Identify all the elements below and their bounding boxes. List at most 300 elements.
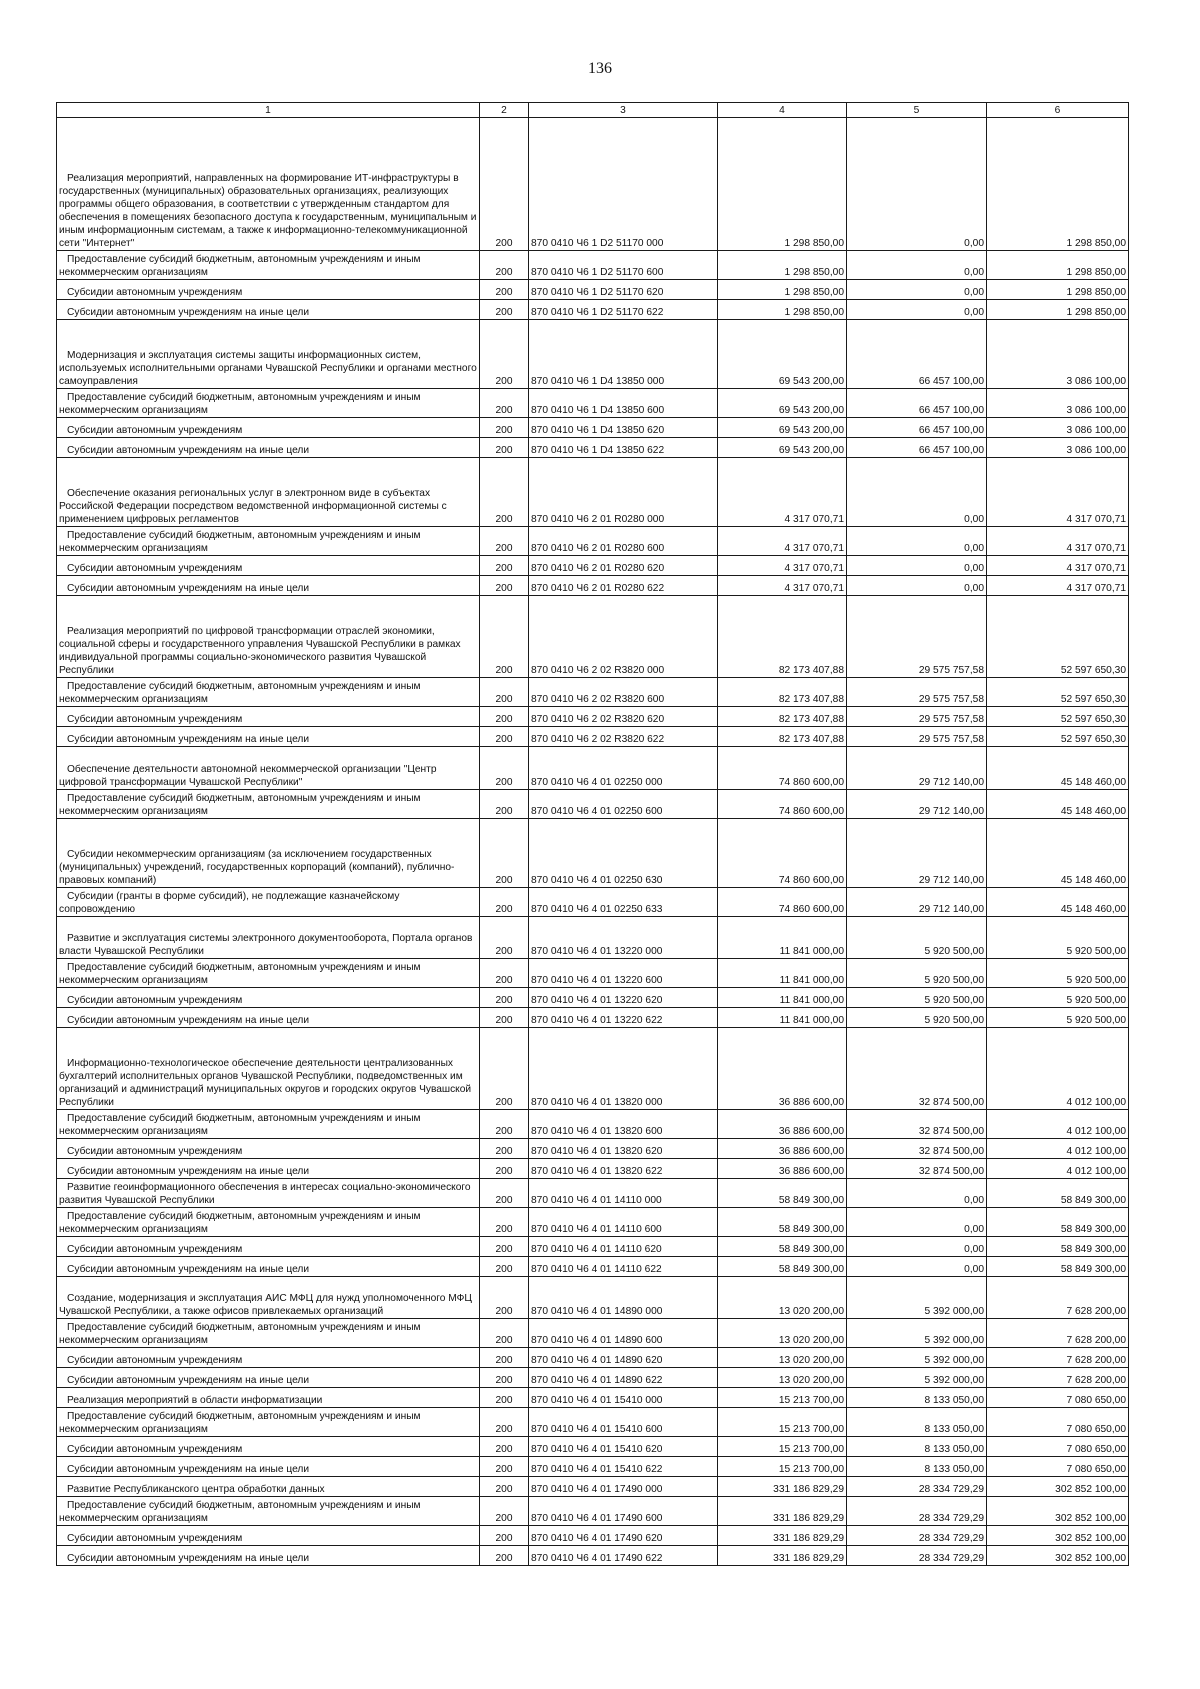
row-name-text: Предоставление субсидий бюджетным, автономным учреждениям и иным некоммерческим организациям	[59, 1411, 421, 1435]
row-name-cell	[57, 678, 480, 707]
row-amount-total-cell: 331 186 829,29	[718, 1546, 847, 1566]
row-name-text: Предоставление субсидий бюджетным, автономным учреждениям и иным некоммерческим организациям	[59, 962, 421, 986]
row-amount-col6-cell: 58 849 300,00	[987, 1179, 1129, 1208]
row-name-cell	[57, 1008, 480, 1028]
row-name-text: Субсидии автономным учреждениям	[67, 714, 243, 725]
row-line-code-cell: 200	[480, 1179, 529, 1208]
row-name-text: Субсидии автономным учреждениям	[67, 1533, 243, 1544]
row-budget-code-cell: 870 0410 Ч6 4 01 15410 600	[529, 1408, 718, 1437]
row-name-text: Субсидии автономным учреждениям на иные цели	[67, 1375, 310, 1386]
row-line-code-cell: 200	[480, 1388, 529, 1408]
row-amount-col5-cell: 8 133 050,00	[847, 1457, 987, 1477]
row-budget-code-cell: 870 0410 Ч6 4 01 13820 620	[529, 1139, 718, 1159]
row-name-text: Предоставление субсидий бюджетным, автономным учреждениям и иным некоммерческим организациям	[59, 392, 421, 416]
row-budget-code-cell: 870 0410 Ч6 1 D4 13850 620	[529, 418, 718, 438]
row-amount-col5-cell: 29 712 140,00	[847, 747, 987, 790]
row-budget-code-cell: 870 0410 Ч6 4 01 14110 000	[529, 1179, 718, 1208]
row-amount-col5-cell: 32 874 500,00	[847, 1139, 987, 1159]
row-name-cell	[57, 389, 480, 418]
table-row	[57, 1028, 1129, 1110]
row-line-code-cell: 200	[480, 556, 529, 576]
table-row	[57, 727, 1129, 747]
table-row	[57, 917, 1129, 959]
row-name-text: Предоставление субсидий бюджетным, автономным учреждениям и иным некоммерческим организациям	[59, 1500, 421, 1524]
row-name-cell	[57, 819, 480, 888]
row-amount-total-cell: 1 298 850,00	[718, 280, 847, 300]
row-amount-col5-cell: 28 334 729,29	[847, 1497, 987, 1526]
row-line-code-cell: 200	[480, 118, 529, 251]
row-amount-col5-cell: 0,00	[847, 1257, 987, 1277]
row-budget-code-cell: 870 0410 Ч6 2 01 R0280 622	[529, 576, 718, 596]
row-name-cell	[57, 1526, 480, 1546]
row-amount-total-cell: 74 860 600,00	[718, 819, 847, 888]
row-amount-col6-cell: 5 920 500,00	[987, 988, 1129, 1008]
table-row	[57, 1110, 1129, 1139]
row-name-text: Субсидии автономным учреждениям	[67, 1244, 243, 1255]
row-name-text: Субсидии автономным учреждениям на иные цели	[67, 445, 310, 456]
row-amount-total-cell: 82 173 407,88	[718, 707, 847, 727]
row-amount-col5-cell: 66 457 100,00	[847, 438, 987, 458]
row-amount-col5-cell: 32 874 500,00	[847, 1028, 987, 1110]
row-line-code-cell: 200	[480, 576, 529, 596]
row-name-cell	[57, 1237, 480, 1257]
row-line-code-cell: 200	[480, 1319, 529, 1348]
row-amount-col5-cell: 32 874 500,00	[847, 1159, 987, 1179]
row-line-code-cell: 200	[480, 438, 529, 458]
row-line-code-cell: 200	[480, 1526, 529, 1546]
row-name-cell	[57, 1159, 480, 1179]
table-row	[57, 458, 1129, 527]
row-budget-code-cell: 870 0410 Ч6 1 D4 13850 622	[529, 438, 718, 458]
row-amount-total-cell: 331 186 829,29	[718, 1477, 847, 1497]
table-row	[57, 1437, 1129, 1457]
row-amount-col5-cell: 5 392 000,00	[847, 1319, 987, 1348]
row-budget-code-cell: 870 0410 Ч6 4 01 17490 600	[529, 1497, 718, 1526]
row-budget-code-cell: 870 0410 Ч6 4 01 15410 620	[529, 1437, 718, 1457]
row-budget-code-cell: 870 0410 Ч6 1 D2 51170 620	[529, 280, 718, 300]
row-name-text: Предоставление субсидий бюджетным, автономным учреждениям и иным некоммерческим организациям	[59, 530, 421, 554]
row-amount-col6-cell: 52 597 650,30	[987, 678, 1129, 707]
row-budget-code-cell: 870 0410 Ч6 2 02 R3820 620	[529, 707, 718, 727]
row-budget-code-cell: 870 0410 Ч6 1 D2 51170 622	[529, 300, 718, 320]
row-amount-col5-cell: 28 334 729,29	[847, 1526, 987, 1546]
row-budget-code-cell: 870 0410 Ч6 4 01 14890 620	[529, 1348, 718, 1368]
row-name-text: Субсидии автономным учреждениям	[67, 1355, 243, 1366]
table-row	[57, 1008, 1129, 1028]
row-amount-total-cell: 69 543 200,00	[718, 320, 847, 389]
row-amount-col6-cell: 5 920 500,00	[987, 959, 1129, 988]
row-amount-col6-cell: 7 080 650,00	[987, 1408, 1129, 1437]
table-row	[57, 1139, 1129, 1159]
row-amount-total-cell: 11 841 000,00	[718, 917, 847, 959]
row-amount-total-cell: 74 860 600,00	[718, 888, 847, 917]
row-line-code-cell: 200	[480, 1408, 529, 1437]
row-amount-col6-cell: 4 012 100,00	[987, 1110, 1129, 1139]
row-name-text: Субсидии автономным учреждениям	[67, 425, 243, 436]
row-amount-total-cell: 331 186 829,29	[718, 1526, 847, 1546]
row-budget-code-cell: 870 0410 Ч6 4 01 13820 000	[529, 1028, 718, 1110]
row-name-cell	[57, 1437, 480, 1457]
row-name-text: Предоставление субсидий бюджетным, автономным учреждениям и иным некоммерческим организациям	[59, 1113, 421, 1137]
row-budget-code-cell: 870 0410 Ч6 4 01 15410 622	[529, 1457, 718, 1477]
row-amount-total-cell: 13 020 200,00	[718, 1368, 847, 1388]
table-row	[57, 1477, 1129, 1497]
table-row	[57, 418, 1129, 438]
row-amount-col6-cell: 4 317 070,71	[987, 527, 1129, 556]
row-amount-total-cell: 69 543 200,00	[718, 389, 847, 418]
row-amount-col6-cell: 4 012 100,00	[987, 1159, 1129, 1179]
row-name-cell	[57, 300, 480, 320]
row-name-text: Субсидии автономным учреждениям	[67, 1444, 243, 1455]
table-header-row	[57, 103, 1129, 118]
row-line-code-cell: 200	[480, 959, 529, 988]
row-amount-col6-cell: 3 086 100,00	[987, 320, 1129, 389]
table-row	[57, 988, 1129, 1008]
row-amount-col6-cell: 7 628 200,00	[987, 1319, 1129, 1348]
row-line-code-cell: 200	[480, 1348, 529, 1368]
row-budget-code-cell: 870 0410 Ч6 2 01 R0280 000	[529, 458, 718, 527]
table-row	[57, 1457, 1129, 1477]
budget-table	[56, 102, 1129, 1566]
row-name-cell	[57, 118, 480, 251]
row-line-code-cell: 200	[480, 1008, 529, 1028]
row-amount-col6-cell: 58 849 300,00	[987, 1208, 1129, 1237]
row-amount-col5-cell: 0,00	[847, 527, 987, 556]
row-amount-total-cell: 11 841 000,00	[718, 1008, 847, 1028]
row-amount-col6-cell: 1 298 850,00	[987, 118, 1129, 251]
table-row	[57, 1408, 1129, 1437]
table-row	[57, 1497, 1129, 1526]
row-name-text: Субсидии автономным учреждениям	[67, 287, 243, 298]
row-amount-col5-cell: 0,00	[847, 556, 987, 576]
row-line-code-cell: 200	[480, 727, 529, 747]
row-budget-code-cell: 870 0410 Ч6 4 01 14110 600	[529, 1208, 718, 1237]
row-amount-col5-cell: 0,00	[847, 1179, 987, 1208]
row-amount-total-cell: 58 849 300,00	[718, 1179, 847, 1208]
row-budget-code-cell: 870 0410 Ч6 2 01 R0280 600	[529, 527, 718, 556]
column-header: 1	[57, 103, 480, 118]
row-amount-total-cell: 1 298 850,00	[718, 251, 847, 280]
row-name-text: Субсидии некоммерческим организациям (за исключением государственных (муниципальных) учреждений, государственных корпораций (компаний), публично-правовых компаний)	[59, 849, 455, 886]
table-row	[57, 1277, 1129, 1319]
row-name-cell	[57, 1408, 480, 1437]
row-name-cell	[57, 280, 480, 300]
row-name-text: Субсидии автономным учреждениям	[67, 563, 243, 574]
row-name-text: Субсидии автономным учреждениям на иные цели	[67, 1464, 310, 1475]
row-name-cell	[57, 1477, 480, 1497]
row-budget-code-cell: 870 0410 Ч6 4 01 13820 622	[529, 1159, 718, 1179]
row-budget-code-cell: 870 0410 Ч6 4 01 15410 000	[529, 1388, 718, 1408]
row-amount-total-cell: 58 849 300,00	[718, 1208, 847, 1237]
row-amount-col6-cell: 4 012 100,00	[987, 1028, 1129, 1110]
row-line-code-cell: 200	[480, 1477, 529, 1497]
row-amount-col5-cell: 5 392 000,00	[847, 1368, 987, 1388]
row-name-cell	[57, 988, 480, 1008]
row-name-text: Субсидии автономным учреждениям	[67, 995, 243, 1006]
row-line-code-cell: 200	[480, 458, 529, 527]
row-amount-total-cell: 4 317 070,71	[718, 556, 847, 576]
row-name-cell	[57, 1110, 480, 1139]
row-name-text: Предоставление субсидий бюджетным, автономным учреждениям и иным некоммерческим организациям	[59, 681, 421, 705]
row-name-cell	[57, 1139, 480, 1159]
table-row	[57, 320, 1129, 389]
table-row	[57, 280, 1129, 300]
row-amount-col6-cell: 302 852 100,00	[987, 1526, 1129, 1546]
row-budget-code-cell: 870 0410 Ч6 4 01 14110 620	[529, 1237, 718, 1257]
row-name-text: Субсидии автономным учреждениям на иные цели	[67, 307, 310, 318]
row-line-code-cell: 200	[480, 819, 529, 888]
row-name-text: Реализация мероприятий по цифровой трансформации отраслей экономики, социальной сферы и государственного управления Чувашской Республики в рамках индивидуальной программы социально-экономического развития Чувашской Республики	[59, 626, 461, 676]
row-amount-col6-cell: 302 852 100,00	[987, 1497, 1129, 1526]
row-amount-total-cell: 1 298 850,00	[718, 118, 847, 251]
row-name-text: Субсидии автономным учреждениям на иные цели	[67, 1553, 310, 1564]
row-name-text: Субсидии автономным учреждениям на иные цели	[67, 1264, 310, 1275]
row-budget-code-cell: 870 0410 Ч6 4 01 02250 630	[529, 819, 718, 888]
table-row	[57, 1179, 1129, 1208]
row-amount-col5-cell: 28 334 729,29	[847, 1477, 987, 1497]
row-name-cell	[57, 458, 480, 527]
row-name-cell	[57, 1348, 480, 1368]
row-budget-code-cell: 870 0410 Ч6 2 02 R3820 622	[529, 727, 718, 747]
row-name-text: Реализация мероприятий в области информатизации	[67, 1395, 323, 1406]
row-amount-col5-cell: 0,00	[847, 458, 987, 527]
column-header: 5	[847, 103, 987, 118]
row-amount-col6-cell: 7 628 200,00	[987, 1348, 1129, 1368]
row-name-text: Субсидии автономным учреждениям на иные цели	[67, 1015, 310, 1026]
row-line-code-cell: 200	[480, 1159, 529, 1179]
row-amount-col6-cell: 7 628 200,00	[987, 1368, 1129, 1388]
row-name-text: Модернизация и эксплуатация системы защиты информационных систем, используемых исполнительными органами Чувашской Республики и органами местного самоуправления	[59, 350, 477, 387]
row-amount-col5-cell: 5 392 000,00	[847, 1277, 987, 1319]
row-name-text: Предоставление субсидий бюджетным, автономным учреждениям и иным некоммерческим организациям	[59, 793, 421, 817]
table-row	[57, 790, 1129, 819]
row-budget-code-cell: 870 0410 Ч6 1 D4 13850 000	[529, 320, 718, 389]
row-line-code-cell: 200	[480, 251, 529, 280]
table-row	[57, 300, 1129, 320]
table-row	[57, 1237, 1129, 1257]
row-amount-total-cell: 82 173 407,88	[718, 727, 847, 747]
row-budget-code-cell: 870 0410 Ч6 4 01 02250 600	[529, 790, 718, 819]
row-amount-col6-cell: 1 298 850,00	[987, 251, 1129, 280]
row-line-code-cell: 200	[480, 1437, 529, 1457]
row-amount-total-cell: 15 213 700,00	[718, 1437, 847, 1457]
row-name-text: Создание, модернизация и эксплуатация АИС МФЦ для нужд уполномоченного МФЦ Чувашской Республики, а также офисов привлекаемых организаций	[59, 1293, 472, 1317]
table-row	[57, 438, 1129, 458]
row-name-cell	[57, 1277, 480, 1319]
row-amount-total-cell: 15 213 700,00	[718, 1457, 847, 1477]
table-row	[57, 1159, 1129, 1179]
table-row	[57, 1388, 1129, 1408]
row-name-cell	[57, 1179, 480, 1208]
row-amount-total-cell: 74 860 600,00	[718, 747, 847, 790]
row-amount-col5-cell: 8 133 050,00	[847, 1437, 987, 1457]
row-line-code-cell: 200	[480, 527, 529, 556]
table-row	[57, 1257, 1129, 1277]
row-amount-col5-cell: 5 920 500,00	[847, 959, 987, 988]
table-row	[57, 556, 1129, 576]
table-row	[57, 959, 1129, 988]
table-row	[57, 1208, 1129, 1237]
row-amount-col6-cell: 4 012 100,00	[987, 1139, 1129, 1159]
row-budget-code-cell: 870 0410 Ч6 1 D2 51170 000	[529, 118, 718, 251]
row-name-cell	[57, 1546, 480, 1566]
row-name-cell	[57, 790, 480, 819]
row-amount-total-cell: 11 841 000,00	[718, 959, 847, 988]
row-name-cell	[57, 438, 480, 458]
row-amount-col5-cell: 29 712 140,00	[847, 819, 987, 888]
row-budget-code-cell: 870 0410 Ч6 4 01 13220 622	[529, 1008, 718, 1028]
row-amount-col6-cell: 7 080 650,00	[987, 1437, 1129, 1457]
row-name-cell	[57, 418, 480, 438]
row-budget-code-cell: 870 0410 Ч6 2 02 R3820 600	[529, 678, 718, 707]
row-name-text: Предоставление субсидий бюджетным, автономным учреждениям и иным некоммерческим организациям	[59, 1322, 421, 1346]
row-amount-total-cell: 69 543 200,00	[718, 438, 847, 458]
row-amount-col6-cell: 52 597 650,30	[987, 707, 1129, 727]
row-line-code-cell: 200	[480, 300, 529, 320]
row-line-code-cell: 200	[480, 917, 529, 959]
row-budget-code-cell: 870 0410 Ч6 1 D2 51170 600	[529, 251, 718, 280]
row-name-cell	[57, 320, 480, 389]
row-line-code-cell: 200	[480, 1208, 529, 1237]
row-line-code-cell: 200	[480, 418, 529, 438]
row-amount-total-cell: 331 186 829,29	[718, 1497, 847, 1526]
row-name-text: Развитие геоинформационного обеспечения в интересах социально-экономического развития Чувашской Республики	[59, 1182, 471, 1206]
row-budget-code-cell: 870 0410 Ч6 4 01 17490 000	[529, 1477, 718, 1497]
row-amount-total-cell: 82 173 407,88	[718, 596, 847, 678]
row-amount-total-cell: 69 543 200,00	[718, 418, 847, 438]
row-line-code-cell: 200	[480, 320, 529, 389]
row-budget-code-cell: 870 0410 Ч6 4 01 17490 622	[529, 1546, 718, 1566]
row-amount-total-cell: 82 173 407,88	[718, 678, 847, 707]
row-amount-total-cell: 4 317 070,71	[718, 458, 847, 527]
row-amount-col5-cell: 5 392 000,00	[847, 1348, 987, 1368]
row-amount-col6-cell: 58 849 300,00	[987, 1237, 1129, 1257]
row-name-cell	[57, 1028, 480, 1110]
row-name-text: Субсидии автономным учреждениям на иные цели	[67, 734, 310, 745]
row-name-cell	[57, 1257, 480, 1277]
row-amount-col6-cell: 1 298 850,00	[987, 280, 1129, 300]
row-name-cell	[57, 1457, 480, 1477]
row-amount-col6-cell: 4 317 070,71	[987, 458, 1129, 527]
row-line-code-cell: 200	[480, 678, 529, 707]
row-amount-total-cell: 36 886 600,00	[718, 1139, 847, 1159]
row-amount-col5-cell: 29 712 140,00	[847, 790, 987, 819]
row-amount-total-cell: 74 860 600,00	[718, 790, 847, 819]
row-line-code-cell: 200	[480, 1110, 529, 1139]
row-amount-col5-cell: 0,00	[847, 280, 987, 300]
row-name-text: Информационно-технологическое обеспечение деятельности централизованных бухгалтерий исполнительных органов Чувашской Республики, подведомственных им организаций и администраций муниципальных округов и городских округов Чувашской Республики	[59, 1058, 472, 1108]
row-name-text: Субсидии автономным учреждениям на иные цели	[67, 583, 310, 594]
row-budget-code-cell: 870 0410 Ч6 4 01 17490 620	[529, 1526, 718, 1546]
row-line-code-cell: 200	[480, 1497, 529, 1526]
row-name-cell	[57, 727, 480, 747]
row-name-cell	[57, 917, 480, 959]
row-name-text: Субсидии автономным учреждениям	[67, 1146, 243, 1157]
row-line-code-cell: 200	[480, 280, 529, 300]
row-line-code-cell: 200	[480, 1457, 529, 1477]
row-amount-total-cell: 58 849 300,00	[718, 1237, 847, 1257]
row-line-code-cell: 200	[480, 1277, 529, 1319]
table-row	[57, 118, 1129, 251]
row-line-code-cell: 200	[480, 747, 529, 790]
row-name-cell	[57, 596, 480, 678]
table-row	[57, 389, 1129, 418]
row-amount-col5-cell: 0,00	[847, 118, 987, 251]
row-amount-col5-cell: 5 920 500,00	[847, 917, 987, 959]
row-amount-total-cell: 4 317 070,71	[718, 576, 847, 596]
table-row	[57, 1319, 1129, 1348]
row-amount-col5-cell: 0,00	[847, 576, 987, 596]
row-name-cell	[57, 959, 480, 988]
row-name-cell	[57, 556, 480, 576]
row-name-text: Развитие Республиканского центра обработки данных	[67, 1484, 325, 1495]
row-amount-col6-cell: 45 148 460,00	[987, 819, 1129, 888]
row-amount-total-cell: 15 213 700,00	[718, 1408, 847, 1437]
row-line-code-cell: 200	[480, 988, 529, 1008]
row-amount-col5-cell: 5 920 500,00	[847, 1008, 987, 1028]
row-budget-code-cell: 870 0410 Ч6 4 01 02250 000	[529, 747, 718, 790]
row-amount-col5-cell: 0,00	[847, 251, 987, 280]
row-amount-col6-cell: 302 852 100,00	[987, 1477, 1129, 1497]
row-name-text: Субсидии (гранты в форме субсидий), не подлежащие казначейскому сопровождению	[59, 891, 400, 915]
table-row	[57, 596, 1129, 678]
row-name-text: Предоставление субсидий бюджетным, автономным учреждениям и иным некоммерческим организациям	[59, 1211, 421, 1235]
row-amount-col6-cell: 7 628 200,00	[987, 1277, 1129, 1319]
row-amount-col6-cell: 58 849 300,00	[987, 1257, 1129, 1277]
row-name-cell	[57, 1497, 480, 1526]
table-row	[57, 251, 1129, 280]
row-name-cell	[57, 576, 480, 596]
column-header: 4	[718, 103, 847, 118]
row-amount-col6-cell: 4 317 070,71	[987, 576, 1129, 596]
row-amount-col5-cell: 29 575 757,58	[847, 596, 987, 678]
row-amount-col5-cell: 5 920 500,00	[847, 988, 987, 1008]
row-amount-col6-cell: 4 317 070,71	[987, 556, 1129, 576]
table-row	[57, 678, 1129, 707]
row-amount-total-cell: 4 317 070,71	[718, 527, 847, 556]
row-budget-code-cell: 870 0410 Ч6 4 01 14110 622	[529, 1257, 718, 1277]
row-amount-col6-cell: 52 597 650,30	[987, 727, 1129, 747]
table-row	[57, 576, 1129, 596]
row-amount-total-cell: 36 886 600,00	[718, 1110, 847, 1139]
row-amount-total-cell: 15 213 700,00	[718, 1388, 847, 1408]
row-line-code-cell: 200	[480, 1237, 529, 1257]
row-name-cell	[57, 747, 480, 790]
row-amount-col5-cell: 0,00	[847, 1208, 987, 1237]
row-line-code-cell: 200	[480, 888, 529, 917]
row-name-cell	[57, 888, 480, 917]
row-amount-total-cell: 1 298 850,00	[718, 300, 847, 320]
row-budget-code-cell: 870 0410 Ч6 2 01 R0280 620	[529, 556, 718, 576]
row-name-text: Обеспечение оказания региональных услуг в электронном виде в субъектах Российской Федерации посредством ведомственной информационной системы с применением цифровых регламентов	[59, 488, 447, 525]
table-row	[57, 747, 1129, 790]
table-row	[57, 819, 1129, 888]
row-line-code-cell: 200	[480, 1139, 529, 1159]
row-name-text: Субсидии автономным учреждениям на иные цели	[67, 1166, 310, 1177]
row-amount-total-cell: 58 849 300,00	[718, 1257, 847, 1277]
row-amount-col5-cell: 66 457 100,00	[847, 418, 987, 438]
row-amount-col6-cell: 45 148 460,00	[987, 888, 1129, 917]
page-number: 136	[588, 60, 612, 77]
row-amount-total-cell: 13 020 200,00	[718, 1277, 847, 1319]
row-amount-total-cell: 36 886 600,00	[718, 1159, 847, 1179]
table-row	[57, 888, 1129, 917]
row-amount-col6-cell: 5 920 500,00	[987, 1008, 1129, 1028]
row-amount-col6-cell: 52 597 650,30	[987, 596, 1129, 678]
row-name-text: Предоставление субсидий бюджетным, автономным учреждениям и иным некоммерческим организациям	[59, 254, 421, 278]
row-name-text: Обеспечение деятельности автономной некоммерческой организации "Центр цифровой трансформации Чувашской Республики"	[59, 764, 437, 788]
row-budget-code-cell: 870 0410 Ч6 4 01 13220 620	[529, 988, 718, 1008]
